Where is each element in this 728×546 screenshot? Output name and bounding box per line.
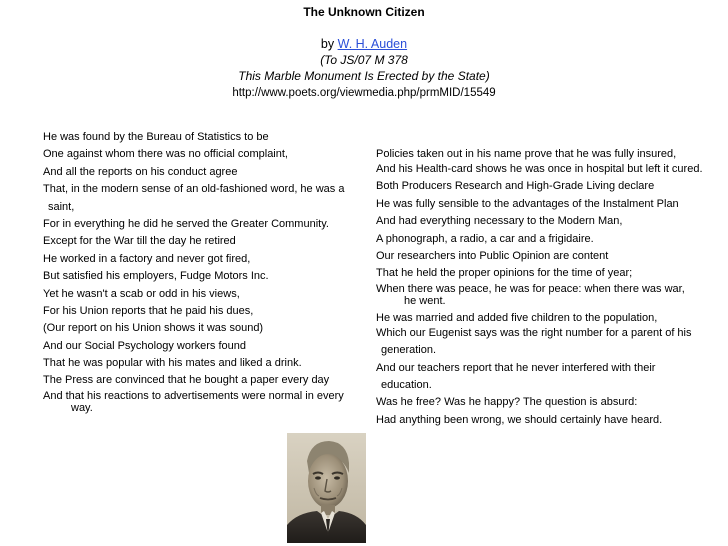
poem-line: Yet he wasn't a scab or odd in his views,	[43, 287, 240, 300]
poem-line: The Press are convinced that he bought a paper every day	[43, 374, 330, 387]
poem-line: He was fully sensible to the advantages of the Instalment Plan	[376, 197, 679, 210]
poem-line: education.	[381, 378, 432, 391]
poem-line: One against whom there was no official complaint,	[43, 148, 288, 161]
poem-title: The Unknown Citizen	[303, 5, 425, 19]
source-url: http://www.poets.org/viewmedia.php/prmMID/15549	[232, 87, 496, 99]
poem-line: Policies taken out in his name prove that he was fully insured,	[376, 148, 677, 160]
poem-line: But satisfied his employers, Fudge Motors Inc.	[43, 270, 269, 283]
poem-line: generation.	[381, 344, 437, 357]
by-prefix: by	[320, 37, 338, 51]
poem-line: Had anything been wrong, we should certainly have heard.	[376, 413, 663, 426]
poem-line: He worked in a factory and never got fired,	[43, 252, 251, 265]
poem-line: saint,	[48, 200, 75, 213]
dedication-line-2: This Marble Monument Is Erected by the State)	[238, 69, 490, 83]
poem-left-column	[43, 129, 361, 417]
poem-line: Our researchers into Public Opinion are content	[376, 249, 609, 262]
poem-line: (Our report on his Union shows it was sound)	[43, 322, 264, 335]
poem-line: He was found by the Bureau of Statistics to be	[43, 131, 269, 143]
poem-line: Was he free? Was he happy? The question is absurd:	[376, 396, 638, 409]
poem-line: That he was popular with his mates and liked a drink.	[43, 357, 302, 370]
poem-line: For his Union reports that he paid his dues,	[43, 304, 254, 317]
dedication-line-1: (To JS/07 M 378	[320, 53, 408, 67]
poem-line: And our teachers report that he never interfered with their	[376, 361, 656, 374]
poem-line: And his Health-card shows he was once in hospital but left it cured.	[376, 163, 703, 176]
poem-right-column	[376, 146, 703, 429]
poem-line: He was married and added five children to the population,	[376, 311, 658, 324]
poem-line: When there was peace, he was for peace: when there was war, he went.	[376, 282, 685, 307]
poem-line: That, in the modern sense of an old-fashioned word, he was a	[43, 183, 345, 196]
poem-line: And had everything necessary to the Modern Man,	[376, 215, 623, 228]
poem-line: That he held the proper opinions for the time of year;	[376, 267, 633, 280]
byline	[0, 37, 728, 52]
poem-line: And all the reports on his conduct agree	[43, 165, 238, 178]
author-portrait	[287, 433, 366, 543]
poem-line: And that his reactions to advertisements were normal in every way.	[43, 389, 344, 414]
poem-line: For in everything he did he served the Greater Community.	[43, 217, 329, 230]
poem-line: A phonograph, a radio, a car and a frigidaire.	[376, 232, 594, 245]
author-link[interactable]: W. H. Auden	[337, 37, 408, 51]
poem-line: And our Social Psychology workers found	[43, 339, 246, 352]
poem-line: Except for the War till the day he retired	[43, 235, 236, 248]
poem-line: Which our Eugenist says was the right number for a parent of his	[376, 327, 692, 340]
poem-line: Both Producers Research and High-Grade Living declare	[376, 180, 655, 193]
